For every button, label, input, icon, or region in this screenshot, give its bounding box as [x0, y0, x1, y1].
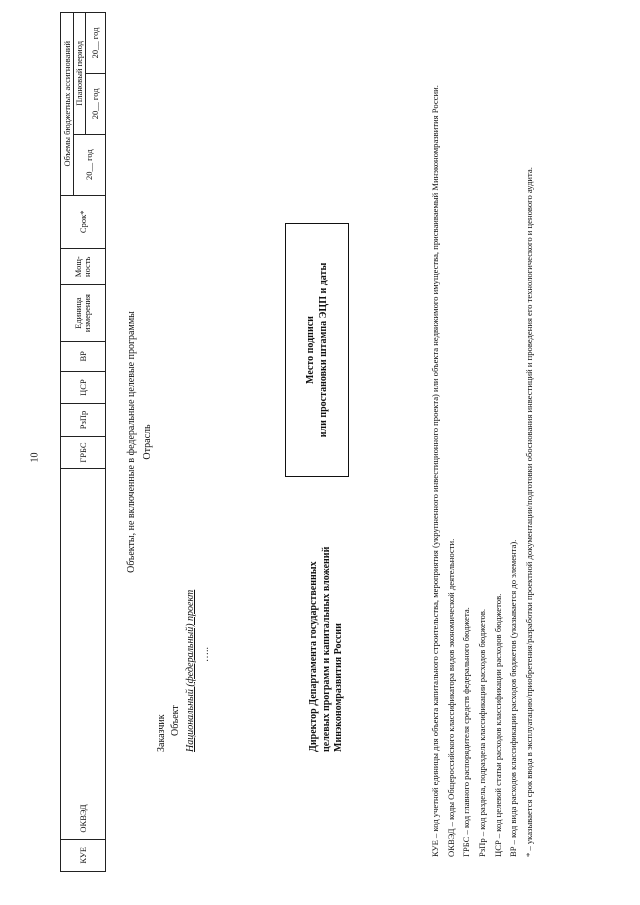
industry-label: Отрасль	[142, 424, 153, 460]
col-rzpr: РзПр	[61, 404, 106, 436]
note-vr: ВР – код вида расходов классификации расходов бюджетов (указывается до элемента).	[508, 539, 519, 857]
col-okved: ОКВЭД	[61, 469, 106, 839]
signature-line-2: целевых программ и капитальных вложений	[320, 546, 332, 752]
signature-block	[308, 547, 346, 752]
signature-line-3: Минэкономразвития России	[333, 623, 344, 752]
col-planned: Плановый период	[74, 13, 86, 135]
col-unit: Единица измерения	[61, 285, 106, 341]
customer-label: Заказчик	[156, 714, 167, 752]
col-kue: КУЕ	[61, 839, 106, 871]
object-label: Объект	[170, 705, 181, 736]
col-capacity: Мощ-ность	[61, 249, 106, 285]
footnotes	[430, 22, 540, 857]
header-table	[60, 12, 106, 872]
stamp-line-2: или простановки штампа ЭЦП и даты	[318, 262, 329, 438]
note-rzpr: РзПр – код раздела, подраздела классификации расходов бюджетов.	[477, 608, 488, 857]
col-term: Срок*	[61, 195, 106, 249]
col-year-3: 20__ год	[86, 13, 106, 74]
note-csr: ЦСР – код целевой статьи расходов классификации расходов бюджетов.	[492, 593, 503, 857]
ellipsis: …..	[200, 647, 211, 662]
section-title: Объекты, не включенные в федеральные целевые программы	[126, 311, 137, 573]
note-grbs: ГРБС – код главного распорядителя средств федерального бюджета.	[461, 607, 472, 857]
note-kue: КУЕ – код учетной единицы для объекта капитального строительства, мероприятия (укрупненного инвестиционного проекта) или объекта недвижимого имущества, присваиваемый Минэкономразвития России.	[430, 85, 440, 857]
note-okved: ОКВЭД – коды Общероссийского классификатора видов экономической деятельности.	[445, 538, 456, 857]
col-grbs: ГРБС	[61, 436, 106, 469]
col-volumes: Объемы бюджетных ассигнований	[61, 13, 74, 196]
col-vr: ВР	[61, 341, 106, 371]
col-year-1: 20__ год	[74, 134, 106, 195]
col-csr: ЦСР	[61, 371, 106, 403]
rotated-page-content	[60, 12, 620, 872]
signature-stamp-box	[285, 223, 349, 477]
signature-line-1: Директор Департамента государственных	[308, 561, 319, 752]
note-term: * – указывается срок ввода в эксплуатацию/приобретения/разработки проектной документации/подготовки обоснования инвестиций и проведения его технологического и ценового аудита.	[524, 167, 535, 857]
page-number: 10	[29, 452, 41, 463]
national-project-label: Национальный (федеральный) проект	[185, 589, 196, 752]
col-year-2: 20__ год	[86, 73, 106, 134]
stamp-line-1: Место подписи	[305, 316, 316, 384]
